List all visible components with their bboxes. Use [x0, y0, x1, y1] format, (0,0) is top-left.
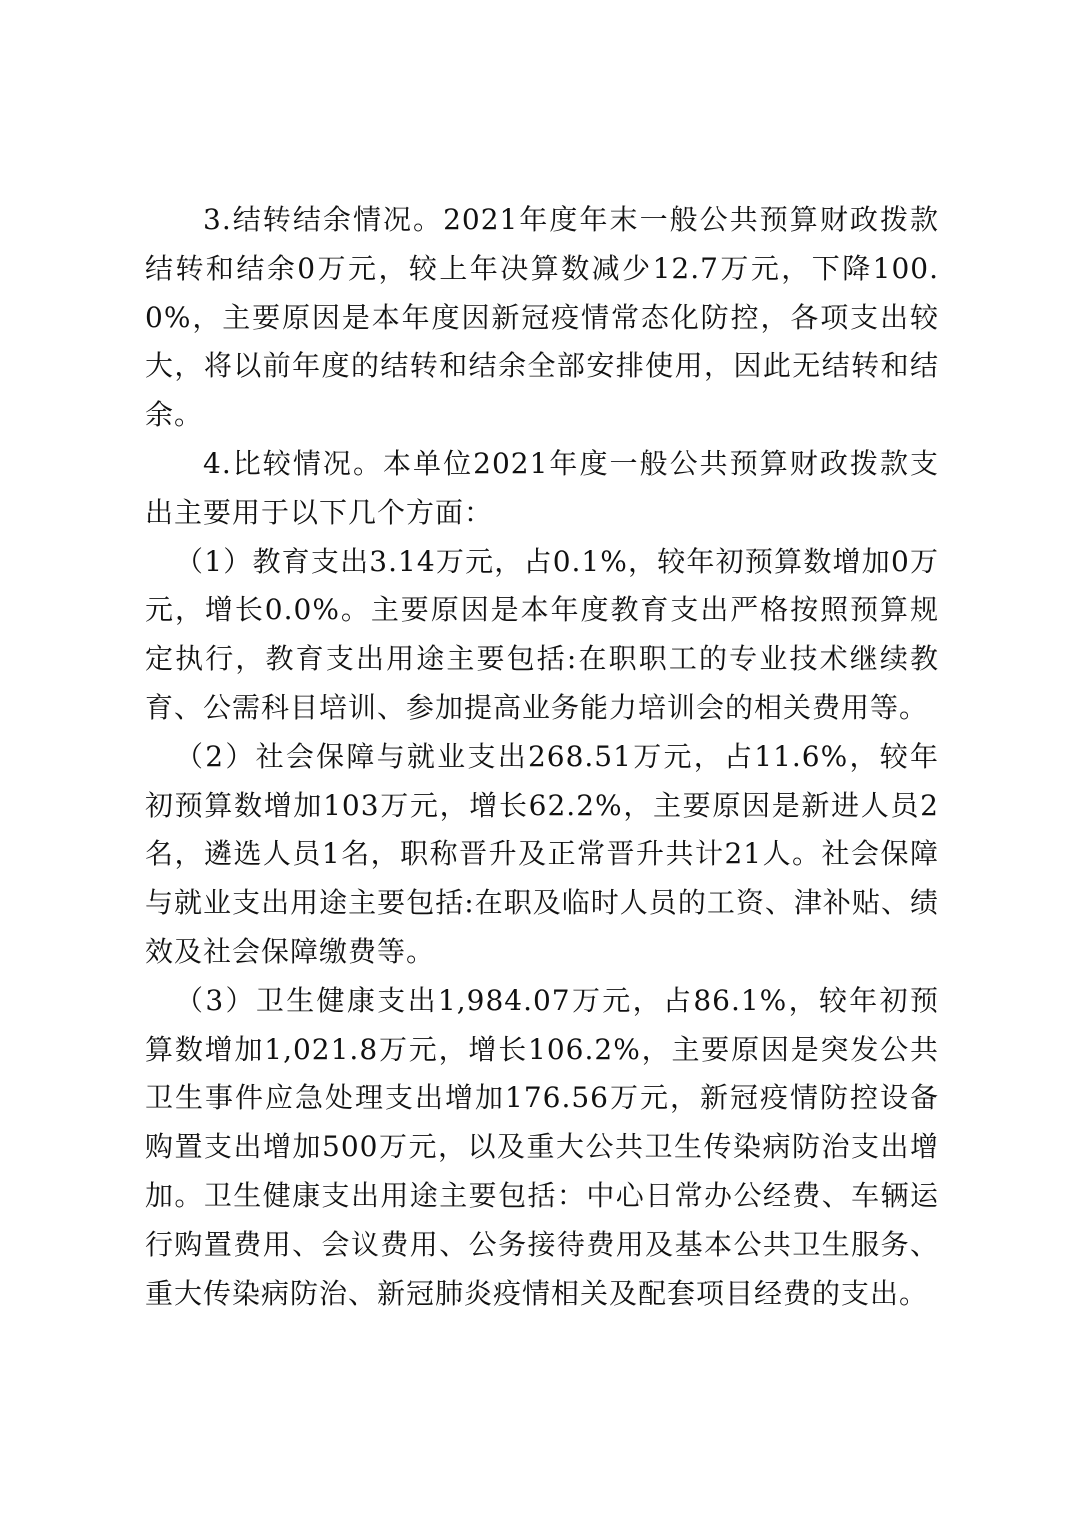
document-body — [145, 196, 939, 1318]
paragraph-health-expenditure: （3）卫生健康支出1,984.07万元，占86.1%，较年初预算数增加1,021.8万元，增长106.2%，主要原因是突发公共卫生事件应急处理支出增加176.56万元，新冠疫情防控设备购置支出增加500万元，以及重大公共卫生传染病防治支出增加。卫生健康支出用途主要包括：中心日常办公经费、车辆运行购置费用、会议费用、公务接待费用及基本公共卫生服务、重大传染病防治、新冠肺炎疫情相关及配套项目经费的支出。 — [145, 983, 939, 1310]
paragraph-education-expenditure: （1）教育支出3.14万元，占0.1%，较年初预算数增加0万元，增长0.0%。主要原因是本年度教育支出严格按照预算规定执行，教育支出用途主要包括:在职职工的专业技术继续教育、公需科目培训、参加提高业务能力培训会的相关费用等。 — [145, 544, 939, 724]
paragraph-social-security-expenditure: （2）社会保障与就业支出268.51万元，占11.6%，较年初预算数增加103万元，增长62.2%，主要原因是新进人员2名，遴选人员1名，职称晋升及正常晋升共计21人。社会保障与就业支出用途主要包括:在职及临时人员的工资、津补贴、绩效及社会保障缴费等。 — [145, 739, 939, 968]
paragraph-comparison-intro: 4.比较情况。本单位2021年度一般公共预算财政拨款支出主要用于以下几个方面： — [145, 446, 939, 529]
paragraph-carryover-balance: 3.结转结余情况。2021年度年末一般公共预算财政拨款结转和结余0万元，较上年决算数减少12.7万元，下降100.0%，主要原因是本年度因新冠疫情常态化防控，各项支出较大，将以前年度的结转和结余全部安排使用，因此无结转和结余。 — [145, 203, 939, 432]
